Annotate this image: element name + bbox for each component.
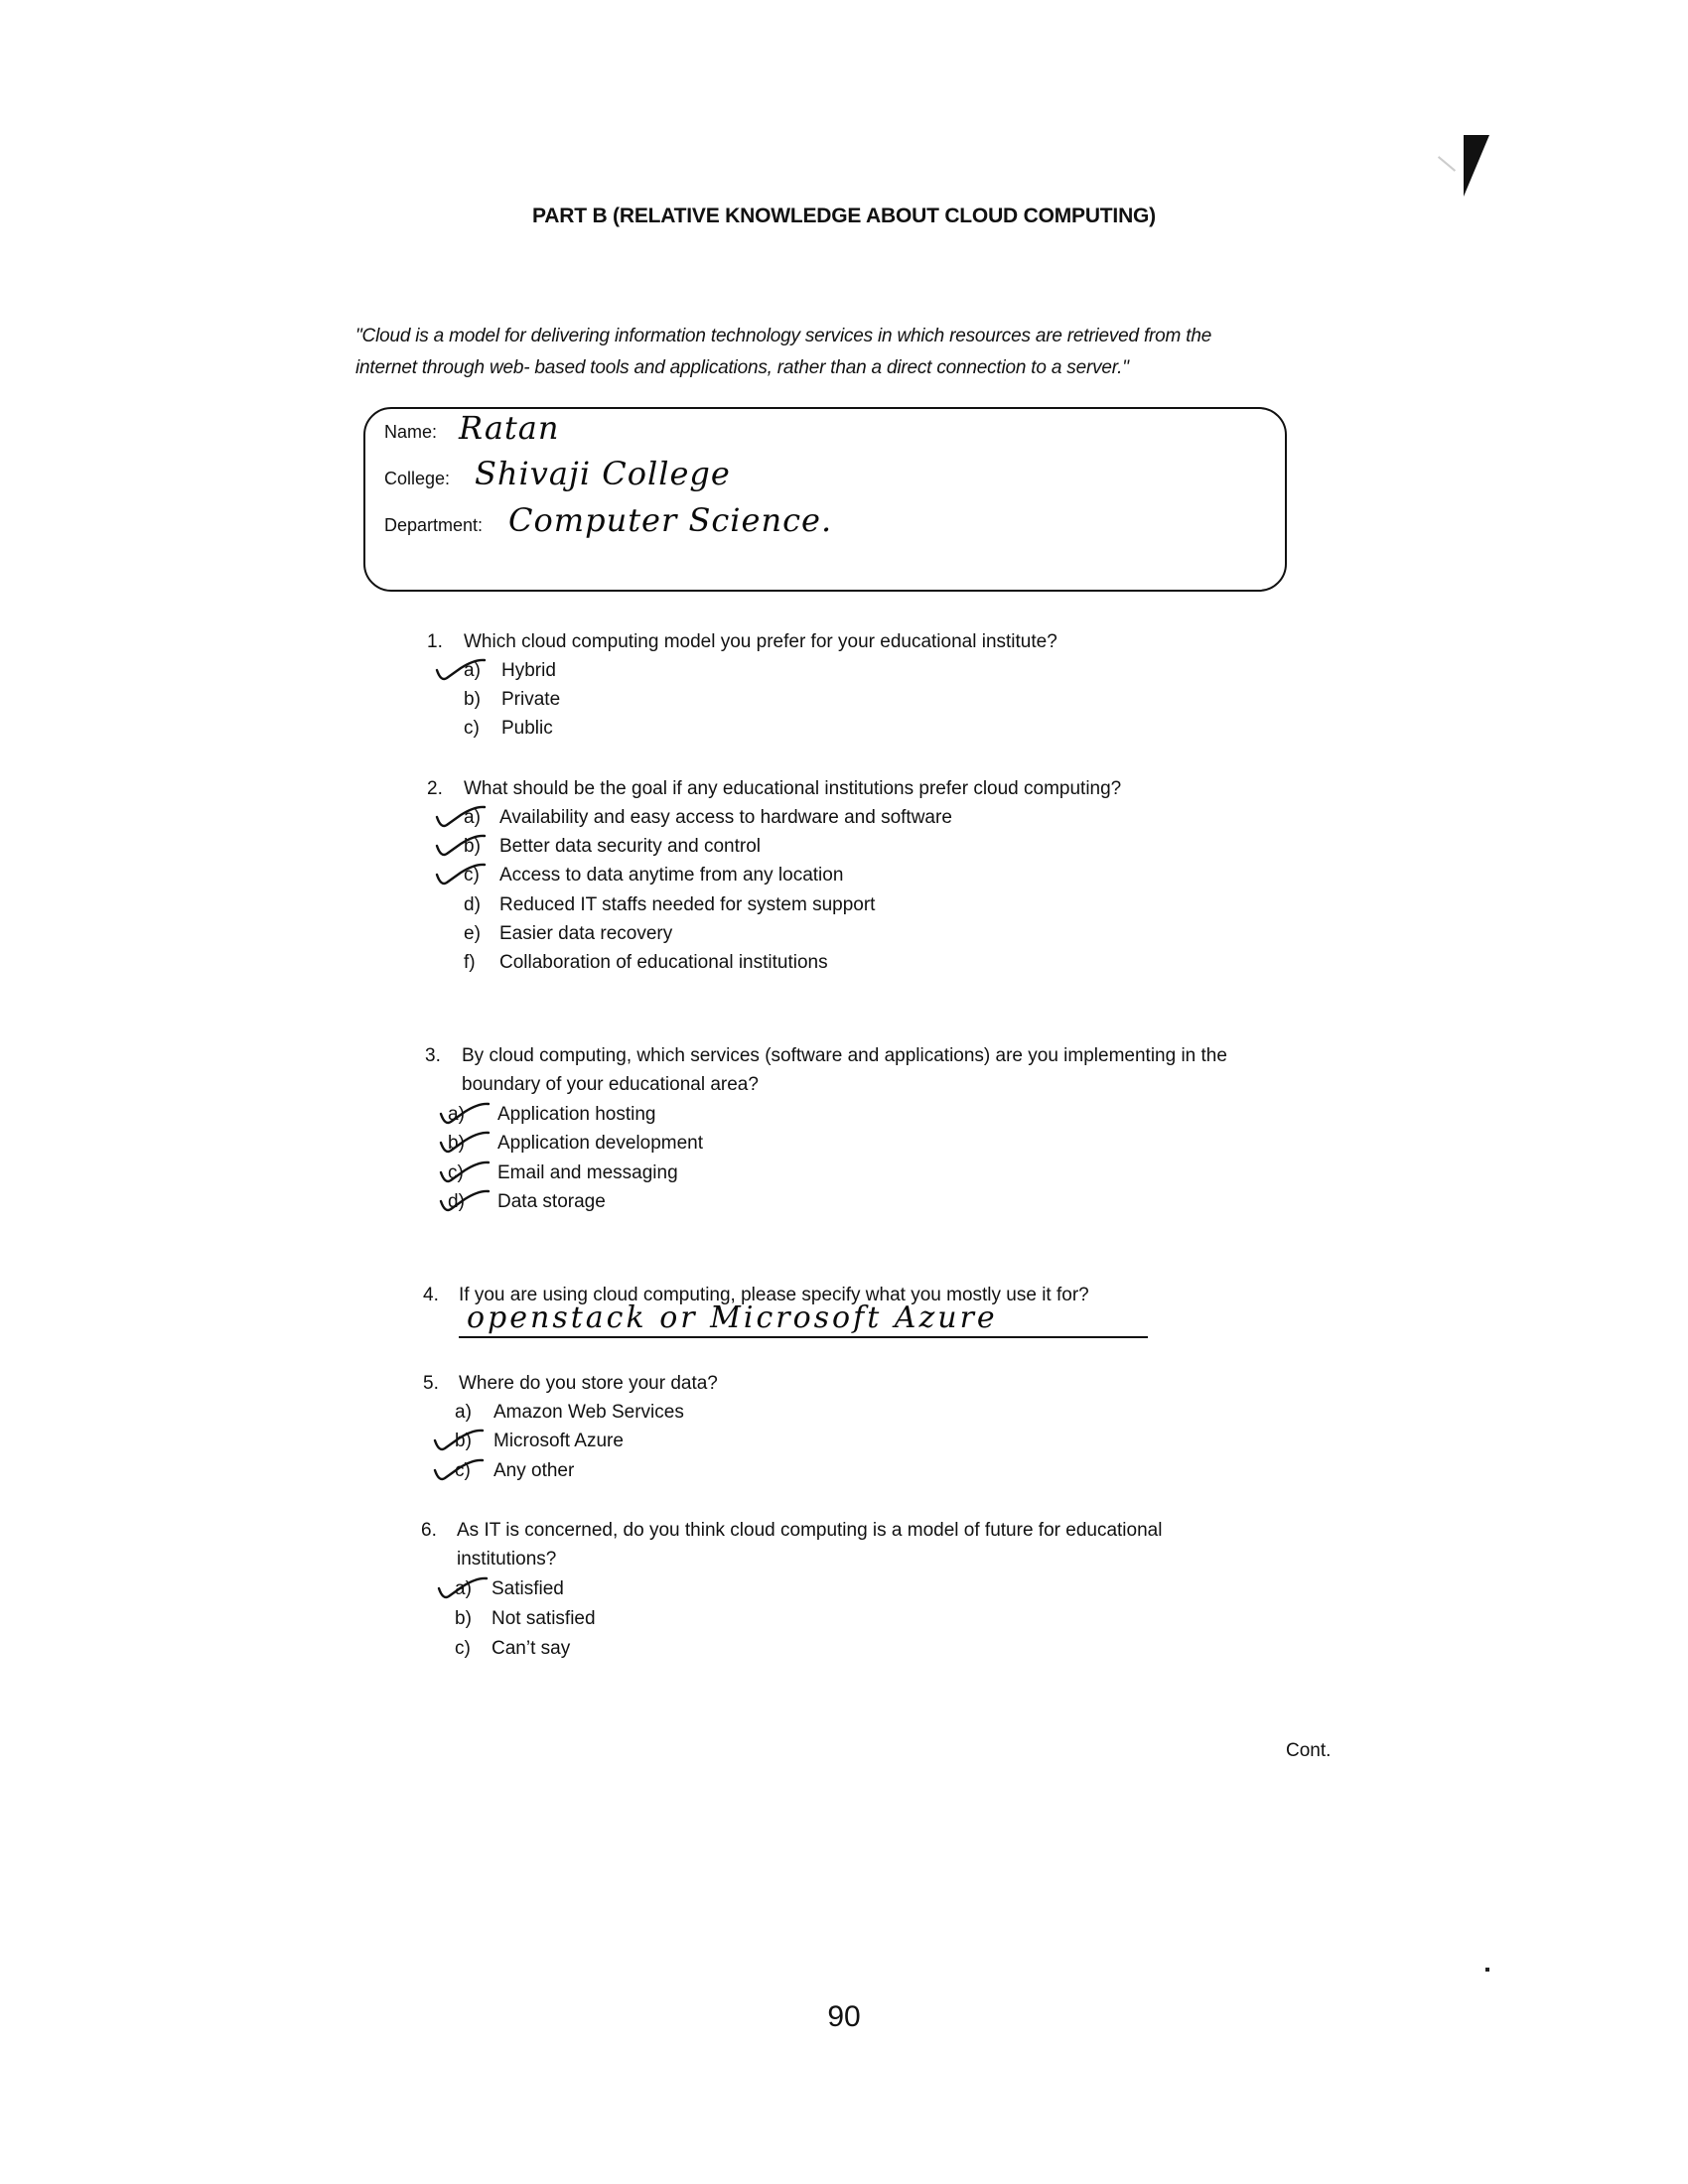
question-number: 5. [423,1373,439,1394]
option-letter: f) [464,952,476,973]
option-text: Easier data recovery [499,923,673,944]
option-letter: a) [464,807,481,828]
option-letter: c) [464,865,480,886]
option-letter: c) [455,1638,471,1659]
option-letter: c) [455,1460,471,1481]
handwritten-check-icon [435,832,487,862]
question-number: 6. [421,1520,437,1541]
handwritten-check-icon [435,656,487,686]
question-text: boundary of your educational area? [462,1074,759,1095]
question-text: institutions? [457,1549,557,1570]
option-letter: b) [455,1608,472,1629]
option-text: Satisfied [492,1578,564,1599]
option-letter: a) [464,660,481,681]
handwritten-check-icon [433,1427,485,1456]
name-value: Ratan [459,409,560,447]
page-number: 90 [827,2000,861,2033]
option-text: Not satisfied [492,1608,596,1629]
definition-quote-line-2: internet through web- based tools and applications, rather than a direct connection to a server." [355,357,1129,378]
name-label: Name: [384,422,438,442]
continued-label: Cont. [1286,1740,1332,1761]
option-letter: e) [464,923,481,944]
option-letter: b) [464,689,481,710]
option-letter: b) [464,836,481,857]
option-text: Availability and easy access to hardware and software [499,807,952,828]
option-text: Application development [497,1133,704,1154]
handwritten-check-icon [439,1187,491,1217]
handwritten-check-icon [439,1159,491,1188]
question-number: 2. [427,778,443,799]
question-text: By cloud computing, which services (software and applications) are you implementing in the [462,1045,1227,1066]
option-text: Hybrid [501,660,556,681]
scan-speck [1485,1968,1489,1972]
option-text: Can’t say [492,1638,571,1659]
college-label: College: [384,469,451,488]
page-title: PART B (RELATIVE KNOWLEDGE ABOUT CLOUD COMPUTING) [532,205,1156,227]
option-text: Better data security and control [499,836,761,857]
option-text: Access to data anytime from any location [499,865,844,886]
option-letter: a) [448,1104,465,1125]
option-text: Data storage [497,1191,606,1212]
handwritten-check-icon [437,1574,489,1604]
handwritten-check-icon [439,1100,491,1130]
q4-handwritten-answer: openstack or Microsoft Azure [467,1300,998,1335]
option-text: Microsoft Azure [493,1431,624,1451]
handwritten-check-icon [439,1129,491,1159]
option-text: Public [501,718,553,739]
option-text: Amazon Web Services [493,1402,684,1423]
option-text: Private [501,689,561,710]
question-number: 3. [425,1045,441,1066]
option-letter: d) [464,894,481,915]
option-letter: a) [455,1578,472,1599]
option-text: Reduced IT staffs needed for system support [499,894,876,915]
question-text: If you are using cloud computing, please specify what you mostly use it for? [459,1285,1089,1305]
handwritten-check-icon [435,803,487,833]
department-value: Computer Science. [508,501,833,539]
option-letter: c) [464,718,480,739]
scan-artifact [1464,135,1489,197]
question-number: 1. [427,631,443,652]
option-letter: c) [448,1162,464,1183]
handwritten-check-icon [435,861,487,890]
option-letter: b) [448,1133,465,1154]
question-number: 4. [423,1285,439,1305]
question-text: Which cloud computing model you prefer for your educational institute? [464,631,1057,652]
question-text: As IT is concerned, do you think cloud computing is a model of future for educational [457,1520,1163,1541]
department-label: Department: [384,515,484,535]
option-text: Collaboration of educational institutions [499,952,828,973]
q4-answer-underline [459,1336,1148,1338]
college-value: Shivaji College [475,455,731,492]
option-letter: b) [455,1431,472,1451]
question-text: Where do you store your data? [459,1373,718,1394]
option-letter: d) [448,1191,465,1212]
question-text: What should be the goal if any educational institutions prefer cloud computing? [464,778,1122,799]
option-text: Application hosting [497,1104,656,1125]
definition-quote-line-1: "Cloud is a model for delivering information technology services in which resources are retrieved from the [355,326,1212,346]
option-text: Any other [493,1460,575,1481]
option-letter: a) [455,1402,472,1423]
option-text: Email and messaging [497,1162,678,1183]
scan-artifact-line [1438,156,1456,172]
handwritten-check-icon [433,1456,485,1486]
